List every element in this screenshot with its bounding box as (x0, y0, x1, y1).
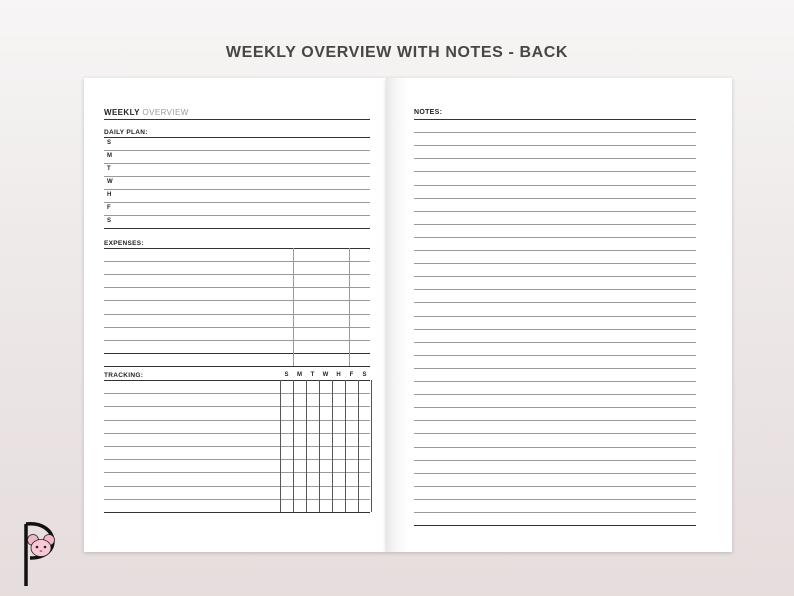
notes-line (414, 145, 696, 146)
expense-row-line (104, 353, 370, 354)
expenses-column-divider (293, 248, 294, 366)
page-title: WEEKLY OVERVIEW WITH NOTES - BACK (225, 44, 569, 61)
daily-plan-label: DAILY PLAN: (104, 129, 148, 136)
notes-line (414, 486, 696, 487)
tracking-label: TRACKING: (104, 372, 144, 379)
tracking-grid-column (371, 380, 372, 512)
notes-line (414, 355, 696, 356)
tracking-day-label: S (362, 372, 367, 378)
daily-plan-row-line (104, 176, 370, 177)
expense-row-line (104, 366, 370, 367)
daily-plan-row-line (104, 163, 370, 164)
tracking-row-line (104, 393, 370, 394)
tracking-grid-column (306, 380, 307, 512)
notes-label: NOTES: (414, 109, 443, 116)
notes-line (414, 407, 696, 408)
heading-weekly: WEEKLY (104, 108, 140, 117)
daily-plan-day-label: M (107, 153, 112, 159)
tracking-row-line (104, 459, 370, 460)
notes-line (414, 381, 696, 382)
tracking-grid-column (332, 380, 333, 512)
notes-line (414, 420, 696, 421)
notes-line (414, 263, 696, 264)
daily-plan-row-line (104, 150, 370, 151)
tracking-row-line (104, 499, 370, 500)
tracking-row-line (104, 472, 370, 473)
tracking-grid-column (358, 380, 359, 512)
expenses-rule (104, 248, 370, 249)
daily-plan-row-line (104, 202, 370, 203)
daily-plan-day-label: S (107, 218, 112, 224)
notes-line (414, 237, 696, 238)
notes-line (414, 473, 696, 474)
tracking-day-label: H (336, 372, 341, 378)
notes-line (414, 447, 696, 448)
tracking-row-line (104, 486, 370, 487)
notes-line (414, 342, 696, 343)
notes-line (414, 433, 696, 434)
daily-plan-day-label: S (107, 140, 112, 146)
notes-line (414, 211, 696, 212)
expense-row-line (104, 314, 370, 315)
expense-row-line (104, 274, 370, 275)
tracking-row-line (104, 406, 370, 407)
notes-rule (414, 119, 696, 120)
weekly-overview-heading (104, 108, 189, 117)
weekly-overview-page (84, 78, 386, 552)
expense-row-line (104, 327, 370, 328)
p-mouse-logo-icon (20, 518, 60, 588)
notes-line (414, 132, 696, 133)
expense-row-line (104, 300, 370, 301)
notes-line (414, 525, 696, 526)
notes-page (386, 78, 732, 552)
tracking-rule (104, 380, 370, 381)
tracking-day-label: T (310, 372, 315, 378)
expense-row-line (104, 340, 370, 341)
notes-line (414, 302, 696, 303)
tracking-day-label: W (322, 372, 329, 378)
expense-row-line (104, 261, 370, 262)
notes-line (414, 198, 696, 199)
tracking-grid-column (293, 380, 294, 512)
notes-line (414, 499, 696, 500)
tracking-row-line (104, 512, 370, 513)
expenses-column-divider (349, 248, 350, 366)
tracking-day-label: F (349, 372, 354, 378)
daily-plan-day-label: W (107, 179, 113, 185)
notes-line (414, 394, 696, 395)
tracking-row-line (104, 420, 370, 421)
tracking-row-line (104, 446, 370, 447)
tracking-day-label: M (297, 372, 302, 378)
tracking-day-label: S (284, 372, 289, 378)
daily-plan-row-line (104, 215, 370, 216)
tracking-grid-column (280, 380, 281, 512)
notes-line (414, 224, 696, 225)
daily-plan-row-line (104, 228, 370, 229)
daily-plan-day-label: T (107, 166, 111, 172)
tracking-grid-column (319, 380, 320, 512)
notes-line (414, 368, 696, 369)
heading-underline (104, 119, 370, 120)
notes-line (414, 250, 696, 251)
notes-line (414, 289, 696, 290)
notes-line (414, 512, 696, 513)
expense-row-line (104, 287, 370, 288)
daily-plan-day-label: H (107, 192, 112, 198)
notes-line (414, 185, 696, 186)
notes-line (414, 329, 696, 330)
notes-line (414, 276, 696, 277)
tracking-grid-column (345, 380, 346, 512)
tracking-row-line (104, 433, 370, 434)
notes-line (414, 460, 696, 461)
notes-line (414, 171, 696, 172)
notes-line (414, 158, 696, 159)
daily-plan-rule (104, 137, 370, 138)
heading-overview: OVERVIEW (142, 108, 189, 117)
daily-plan-row-line (104, 189, 370, 190)
notes-line (414, 316, 696, 317)
expenses-label: EXPENSES: (104, 240, 144, 247)
daily-plan-day-label: F (107, 205, 111, 211)
